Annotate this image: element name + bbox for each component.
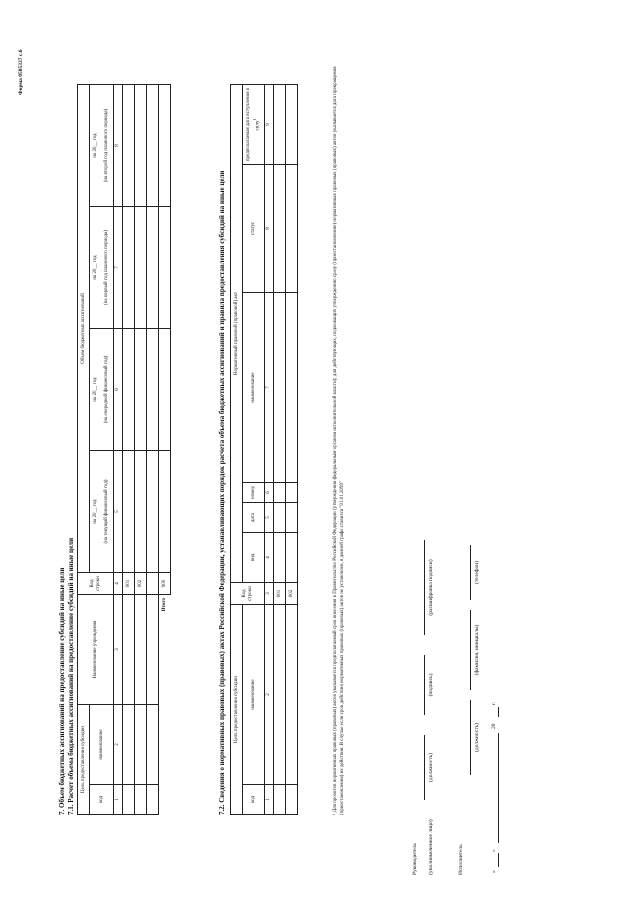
date-close-quote: » [491,849,497,852]
total-code: 900 [159,573,171,595]
table-row [123,85,135,815]
col-number: 4 [265,533,274,583]
header-next-year: на 20__ год [90,329,102,451]
cell[interactable] [286,165,298,293]
row-code: 001 [123,573,135,595]
cell[interactable] [147,329,159,451]
header-next-year-note: (на очередной финансовый год) [102,329,114,451]
cell[interactable] [286,483,298,503]
total-cell[interactable] [159,85,171,207]
head-position-line[interactable] [424,735,425,800]
cell[interactable] [147,595,159,705]
row-code: 001 [274,583,286,605]
cell[interactable] [147,451,159,573]
col-number: 5 [114,451,123,573]
executor-fio-line[interactable] [470,610,471,690]
col-number: 7 [114,207,123,329]
col-number: 2 [114,705,123,785]
legal-acts-table [230,84,298,815]
executor-fio-caption: (фамилия, инициалы) [474,624,480,676]
row-code: 002 [286,583,298,605]
head-signature-line[interactable] [424,655,425,715]
column-numbers-row [265,84,274,814]
table-row [274,84,286,814]
executor-phone-line[interactable] [470,545,471,600]
header-name: наименование [243,605,265,785]
cell[interactable] [286,84,298,164]
table-row [135,85,147,815]
cell[interactable] [123,451,135,573]
cell[interactable] [147,85,159,207]
header-cur-year: на 20__ год [90,451,102,573]
header-plan1-note: (на первый год планового периода) [102,207,114,329]
cell[interactable] [135,85,147,207]
cell[interactable] [286,533,298,583]
cell[interactable] [274,165,286,293]
col-number: 6 [114,329,123,451]
header-row-code: Код строки [78,573,114,595]
cell[interactable] [274,605,286,785]
cell[interactable] [135,785,147,815]
date-day-line[interactable] [498,853,499,867]
col-number: 9 [265,84,274,164]
section7-title: 7. Объем бюджетных ассигнований на предоставление субсидий на иные цели [58,567,66,815]
cell[interactable] [286,293,298,483]
cell[interactable] [135,451,147,573]
section72-title: 7.2. Сведения о нормативных правовых (правовых) актах Российской Федерации, устанавливающих порядок расчета объема бюджетных ассигнований и правила предоставления субсидий на иные цели [218,170,226,815]
executor-label: Исполнитель [458,844,464,875]
col-number: 5 [265,503,274,533]
cell[interactable] [147,573,159,595]
head-sub-label: (уполномоченное лицо) [428,819,434,875]
col-number: 3 [114,595,123,705]
cell[interactable] [274,785,286,815]
col-number: 7 [265,293,274,483]
cell[interactable] [135,207,147,329]
header-number: номер [243,483,265,503]
header-kind: вид [243,533,265,583]
col-number: 8 [265,165,274,293]
header-plan2: на 20__ год [90,85,102,207]
row-code: 002 [135,573,147,595]
cell[interactable] [123,595,135,705]
cell[interactable] [135,595,147,705]
header-plan2-note: (на второй год планового периода) [102,85,114,207]
header-volume: Объем бюджетных ассигнований [78,85,90,573]
date-year-prefix: 20 [491,723,497,729]
cell[interactable] [123,329,135,451]
col-number: 4 [114,573,123,595]
header-row-code: Код строки [231,583,265,605]
total-cell[interactable] [159,329,171,451]
column-numbers-row [114,85,123,815]
cell[interactable] [135,329,147,451]
cell[interactable] [123,85,135,207]
cell[interactable] [123,785,135,815]
cell[interactable] [274,503,286,533]
total-label: Итого [161,598,167,612]
header-code: код [243,785,265,815]
section71-title: 7.1. Расчет объема бюджетных ассигнований на предоставление субсидий на иные цели [67,537,75,815]
header-code: код [90,785,114,815]
cell[interactable] [274,84,286,164]
col-number: 2 [265,605,274,785]
head-transcript-caption: (расшифровка подписи) [428,559,434,616]
cell[interactable] [147,705,159,785]
executor-position-line[interactable] [470,700,471,775]
col-number: 1 [114,785,123,815]
col-number: 3 [265,583,274,605]
executor-phone-caption: (телефон) [474,560,480,585]
header-purpose: Цель предоставления субсидии [78,705,90,815]
date-year-line[interactable] [498,707,499,717]
table-row [286,84,298,814]
cell[interactable] [123,207,135,329]
cell[interactable] [135,705,147,785]
date-year-suffix: г. [491,701,497,705]
head-signature-caption: (подпись) [428,673,434,697]
col-number: 1 [265,785,274,815]
cell[interactable] [286,503,298,533]
cell[interactable] [274,483,286,503]
header-act: Нормативный правовой (правовой) акт [231,84,243,582]
form-code: Форма 0505337 с.6 [18,49,24,95]
footnote: ¹ Для проектов нормативных правовых (правовых) актов указывается предполагаемый срок внесения в Правительство Российской Федерации (утверждения федеральным органом исполнительной власти); для действующих, подлежащих утверждению сразу (приостановлению) нормативных правовых (правовых) актов указывается дата прекращения (приостановления) их действия. В случае если срок действия нормативных правовых (правовых) актов не установлен, в данной графе ставится "01.01.2099" [333,66,345,815]
cell[interactable] [274,293,286,483]
subsidy-volume-table [77,84,171,815]
head-position-caption: (должность) [428,753,434,782]
date-open-quote: « [491,870,497,873]
header-plan1: на 20__ год [90,207,102,329]
cell[interactable] [147,207,159,329]
header-name: наименование [90,705,114,785]
header-expected-date: предполагаемая дата вступления в силу$^1$ [243,84,265,164]
total-cell[interactable] [159,451,171,573]
cell[interactable] [147,785,159,815]
col-number: 8 [114,85,123,207]
total-cell[interactable] [159,207,171,329]
date-month-line[interactable] [498,733,499,843]
cell[interactable] [274,533,286,583]
header-institution: Наименование учреждения [78,595,114,705]
head-label: Руководитель [412,843,418,875]
footnote-mark: 1 [251,118,257,121]
header-purpose: Цель предоставления субсидии [231,605,243,815]
head-transcript-line[interactable] [424,540,425,635]
table-row [147,85,159,815]
cell[interactable] [286,605,298,785]
executor-position-caption: (должность) [474,723,480,752]
cell[interactable] [123,705,135,785]
total-row [159,85,171,815]
col-number: 6 [265,483,274,503]
header-cur-year-note: (на текущий финансовый год) [102,451,114,573]
header-date: дата [243,503,265,533]
header-status: статус [243,165,265,293]
header-act-name: наименование [243,293,265,483]
cell[interactable] [286,785,298,815]
